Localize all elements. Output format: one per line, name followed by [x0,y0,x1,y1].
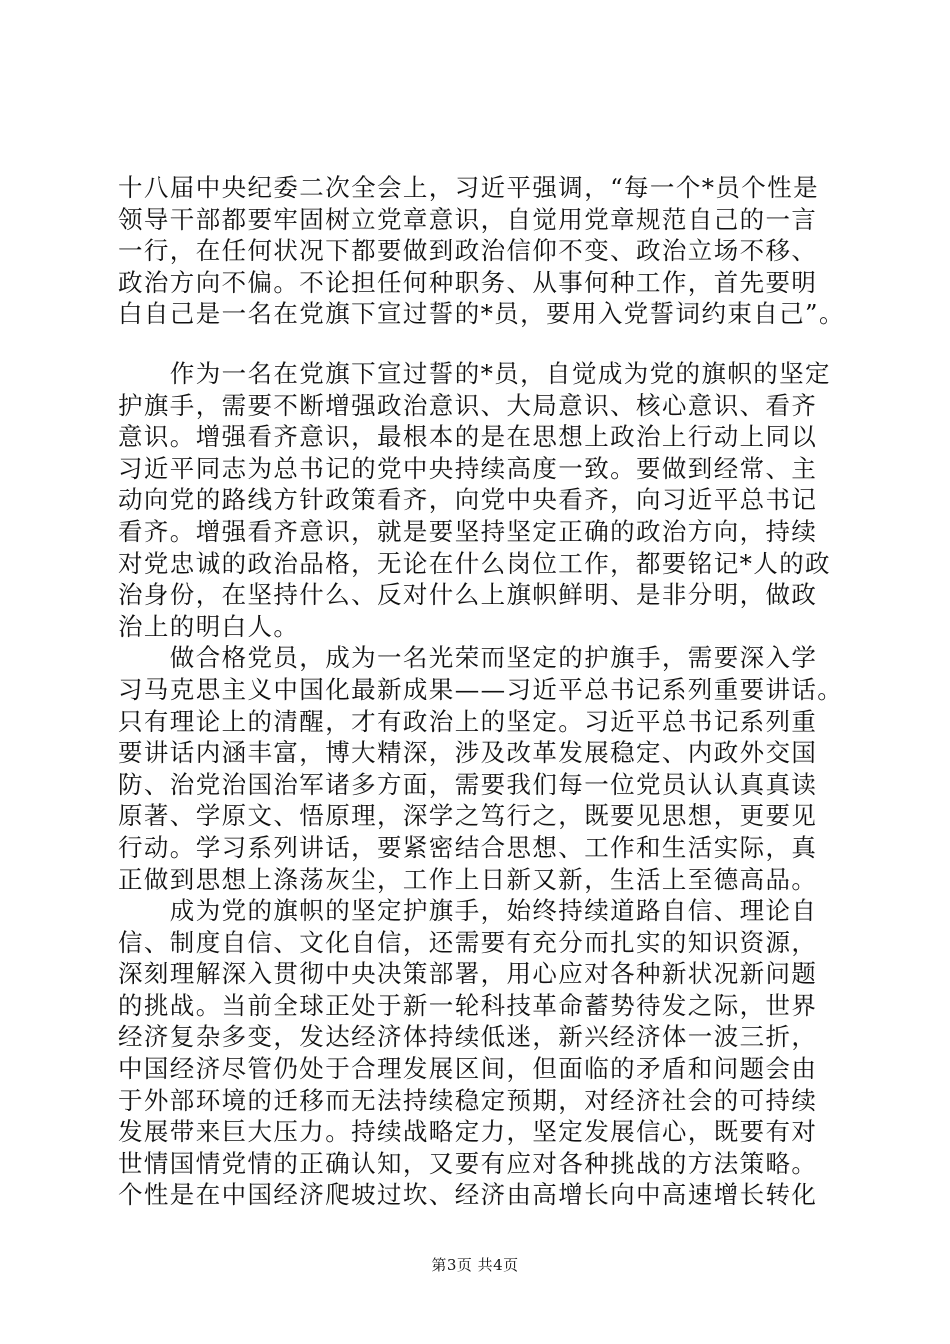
text-line: 只有理论上的清醒，才有政治上的坚定。习近平总书记系列重 [118,706,818,736]
text-line: 成为党的旗帜的坚定护旗手，始终持续道路自信、理论自 [118,896,818,926]
text-line: 深刻理解深入贯彻中央决策部署，用心应对各种新状况新问题 [118,959,818,989]
text-line: 行动。学习系列讲话，要紧密结合思想、工作和生活实际，真 [118,832,818,862]
text-line: 对党忠诚的政治品格，无论在什么岗位工作，都要铭记*人的政 [118,548,831,578]
text-line: 要讲话内涵丰富，博大精深，涉及改革发展稳定、内政外交国 [118,738,818,768]
text-line: 信、制度自信、文化自信，还需要有充分而扎实的知识资源， [118,927,818,957]
text-line: 于外部环境的迁移而无法持续稳定预期，对经济社会的可持续 [118,1085,818,1115]
text-line: 发展带来巨大压力。持续战略定力，坚定发展信心，既要有对 [118,1117,818,1147]
text-line: 一行，在任何状况下都要做到政治信仰不变、政治立场不移、 [118,236,818,266]
text-line: 做合格党员，成为一名光荣而坚定的护旗手，需要深入学 [118,643,818,673]
text-line: 看齐。增强看齐意识，就是要坚持坚定正确的政治方向，持续 [118,516,818,546]
text-line: 政治方向不偏。不论担任何种职务、从事何种工作，首先要明 [118,267,818,297]
text-line: 十八届中央纪委二次全会上，习近平强调，“每一个*员个性是 [118,173,819,202]
text-line: 治上的明白人。 [118,611,300,641]
text-line: 防、治党治国治军诸多方面，需要我们每一位党员认认真真读 [118,769,818,799]
text-line: 原著、学原文、悟原理，深学之笃行之，既要见思想，更要见 [118,801,818,831]
text-line: 经济复杂多变，发达经济体持续低迷，新兴经济体一波三折， [118,1022,818,1052]
text-line: 个性是在中国经济爬坡过坎、经济由高增长向中高速增长转化 [118,1180,818,1210]
paragraph-1 [118,172,868,330]
text-line: 护旗手，需要不断增强政治意识、大局意识、核心意识、看齐 [118,390,818,420]
text-line: 白自己是一名在党旗下宣过誓的*员，要用入党誓词约束自己”。 [118,299,845,329]
text-line: 习马克思主义中国化最新成果——习近平总书记系列重要讲话。 [118,674,844,704]
page-number-footer: 第3页 共4页 [431,1256,519,1274]
text-line: 中国经济尽管仍处于合理发展区间，但面临的矛盾和问题会由 [118,1054,818,1084]
text-line: 动向党的路线方针政策看齐，向党中央看齐，向习近平总书记 [118,485,818,515]
text-line: 意识。增强看齐意识，最根本的是在思想上政治上行动上同以 [118,422,818,452]
text-line: 习近平同志为总书记的党中央持续高度一致。要做到经常、主 [118,453,818,483]
text-line: 的挑战。当前全球正处于新一轮科技革命蓄势待发之际，世界 [118,990,818,1020]
text-line: 治身份，在坚持什么、反对什么上旗帜鲜明、是非分明，做政 [118,580,818,610]
text-line: 作为一名在党旗下宣过誓的*员，自觉成为党的旗帜的坚定 [118,359,831,388]
text-line: 世情国情党情的正确认知，又要有应对各种挑战的方法策略。 [118,1148,818,1178]
paragraph-2 [118,358,868,1211]
text-line: 正做到思想上涤荡灰尘，工作上日新又新，生活上至德高品。 [118,864,818,894]
text-line: 领导干部都要牢固树立党章意识，自觉用党章规范自己的一言 [118,204,818,234]
